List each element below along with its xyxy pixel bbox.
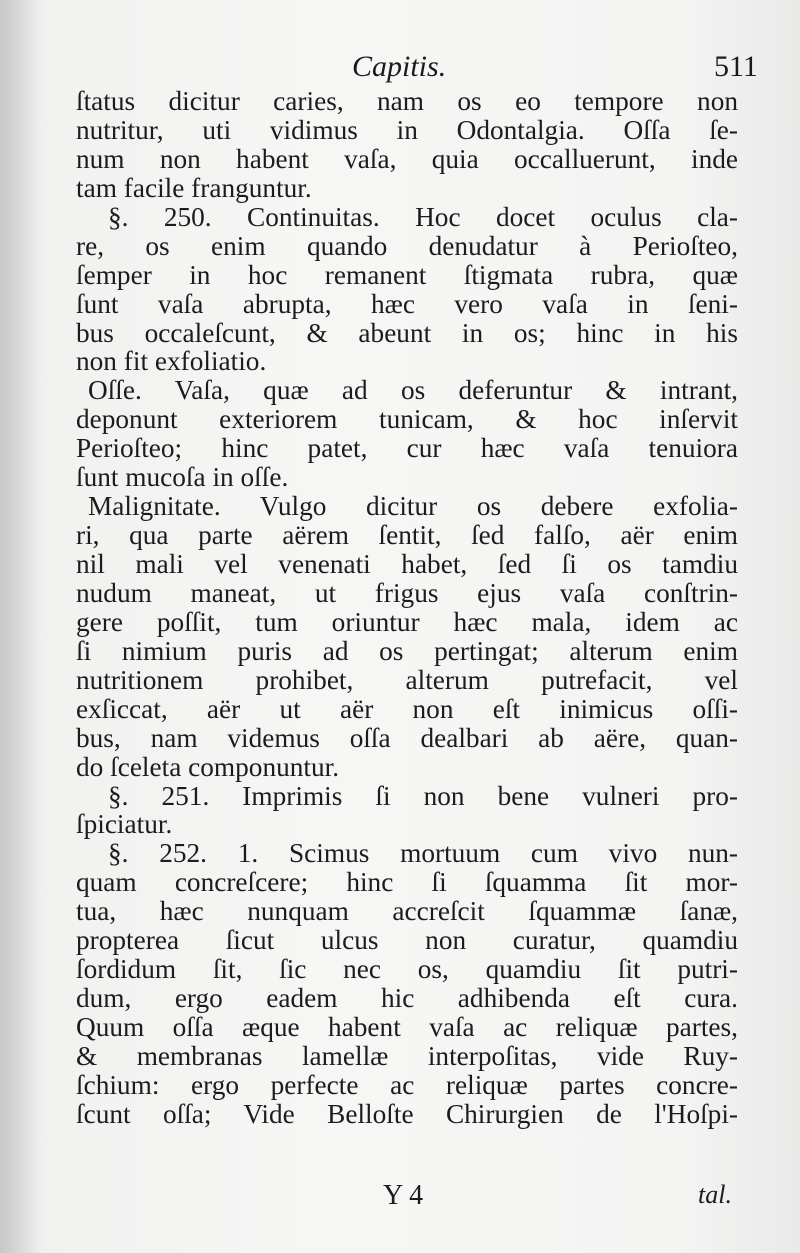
gutter-shadow (0, 0, 40, 1253)
text-line: gere poſſit, tum oriuntur hæc mala, idem ac (76, 606, 738, 637)
text-line: ſunt vaſa abrupta, hæc vero vaſa in ſeni- (76, 288, 738, 319)
body-text (76, 87, 738, 1129)
text-line: propterea ſicut ulcus non curatur, quamdiu (76, 925, 738, 956)
text-line: exſiccat, aër ut aër non eſt inimicus oſſi- (76, 693, 738, 724)
text-line: nutritur, uti vidimus in Odontalgia. Oſſa ſe- (76, 114, 738, 145)
text-line: bus occaleſcunt, & abeunt in os; hinc in his (76, 317, 738, 348)
signature-mark: Y 4 (383, 1180, 424, 1211)
catchword: tal. (698, 1180, 732, 1209)
text-line: quam concreſcere; hinc ſi ſquamma ſit mor- (76, 867, 738, 898)
text-line: ſchium: ergo perfecte ac reliquæ partes concre- (76, 1069, 738, 1100)
text-line: nutritionem prohibet, alterum putrefacit, vel (76, 664, 738, 695)
text-line: ſtatus dicitur caries, nam os eo tempore non (76, 86, 738, 116)
text-line: re, os enim quando denudatur à Perioſteo, (76, 230, 738, 261)
text-line: nil mali vel venenati habet, ſed ſi os tamdiu (76, 549, 738, 579)
text-line: Malignitate. Vulgo dicitur os debere exfolia- (88, 491, 738, 522)
text-line: ri, qua parte aërem ſentit, ſed falſo, aër enim (76, 520, 738, 551)
running-head: Capitis. (352, 50, 447, 83)
page-footer (0, 1180, 800, 1220)
text-line: §. 252. 1. Scimus mortuum cum vivo nun- (108, 838, 738, 869)
text-line: tam facile franguntur. (76, 172, 312, 203)
text-line: §. 250. Continuitas. Hoc docet oculus cla- (108, 201, 738, 232)
text-line: non fit exfoliatio. (76, 346, 267, 377)
text-line: ſcunt oſſa; Vide Belloſte Chirurgien de l'Hoſpi- (76, 1098, 738, 1129)
text-line: & membranas lamellæ interpoſitas, vide Ruy- (76, 1040, 738, 1071)
text-line: dum, ergo eadem hic adhibenda eſt cura. (76, 983, 738, 1014)
text-line: ſunt mucoſa in oſſe. (76, 462, 289, 493)
text-line: num non habent vaſa, quia occalluerunt, inde (76, 143, 738, 174)
page-number: 511 (714, 50, 758, 83)
page-header (0, 50, 800, 90)
text-line: do ſceleta componuntur. (76, 751, 340, 782)
text-line: tua, hæc nunquam accreſcit ſquammæ ſanæ, (76, 896, 738, 927)
text-line: Quum oſſa æque habent vaſa ac reliquæ partes, (76, 1012, 738, 1042)
text-line: bus, nam videmus oſſa dealbari ab aëre, quan- (76, 722, 738, 753)
text-line: deponunt exteriorem tunicam, & hoc inſervit (76, 404, 738, 435)
text-line: ſemper in hoc remanent ſtigmata rubra, quæ (76, 259, 738, 290)
text-line: §. 251. Imprimis ſi non bene vulneri pro- (108, 780, 738, 811)
text-line: ſpiciatur. (76, 809, 173, 840)
text-line: ſi nimium puris ad os pertingat; alterum enim (76, 635, 738, 666)
text-line: nudum maneat, ut frigus ejus vaſa conſtrin- (76, 577, 738, 608)
text-line: Perioſteo; hinc patet, cur hæc vaſa tenuiora (76, 433, 738, 464)
text-line: Oſſe. Vaſa, quæ ad os deferuntur & intrant, (88, 375, 738, 406)
text-line: ſordidum ſit, ſic nec os, quamdiu ſit putri- (76, 954, 738, 985)
